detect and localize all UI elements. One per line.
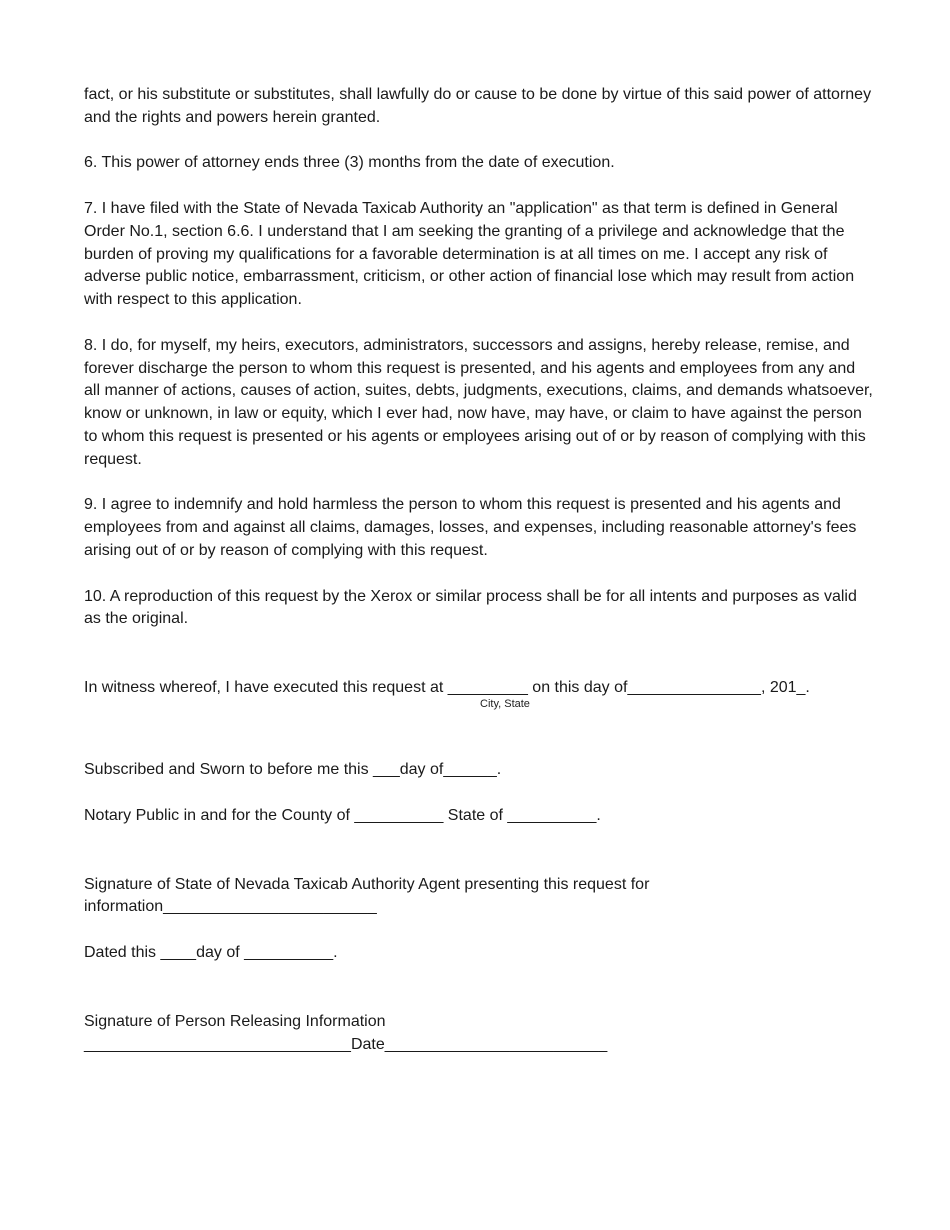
document-page: [84, 84, 874, 1056]
releasing-signature-label: Signature of Person Releasing Information: [84, 1012, 386, 1030]
releasing-signature-field: ______________________________Date_________________________: [84, 1035, 608, 1053]
paragraph-9: 9. I agree to indemnify and hold harmless the person to whom this request is presented and his agents and employees from and against all claims, damages, losses, and expenses, including reasonable attorney's fees arising out of or by reason of complying with this request.: [84, 496, 857, 559]
paragraph-continuation: fact, or his substitute or substitutes, shall lawfully do or cause to be done by virtue of this said power of attorney and the rights and powers herein granted.: [84, 86, 872, 126]
paragraph-10: 10. A reproduction of this request by the Xerox or similar process shall be for all intents and purposes as valid as the original.: [84, 587, 857, 628]
agent-signature-label: Signature of State of Nevada Taxicab Authority Agent presenting this request for: [84, 875, 650, 893]
dated-line: Dated this ____day of __________.: [84, 943, 338, 961]
paragraph-7: 7. I have filed with the State of Nevada Taxicab Authority an "application" as that term is defined in General Order No.1, section 6.6. I understand that I am seeking the granting of a privilege and acknowledge that the burden of proving my qualifications for a favorable determination is at all times on me. I accept any risk of adverse public notice, embarrassment, criticism, or other action of financial lose which may result from action with respect to this application.: [84, 199, 855, 309]
witness-block: [84, 677, 874, 719]
agent-signature-field: information________________________: [84, 898, 377, 916]
city-state-label: City, State: [480, 698, 530, 711]
witness-line: In witness whereof, I have executed this request at _________ on this day of_______________, 201_.: [84, 679, 810, 697]
paragraph-8: 8. I do, for myself, my heirs, executors, administrators, successors and assigns, hereby release, remise, and forever discharge the person to whom this request is presented, and his agents and employees from any and all manner of actions, causes of action, suites, debts, judgments, executions, claims, and demands whatsoever, know or unknown, in law or equity, which I ever had, now have, may have, or claim to have against the person to whom this request is presented or his agents or employees arising out of or by reason of complying with this request.: [84, 336, 873, 468]
notary-line: Notary Public in and for the County of __________ State of __________.: [84, 806, 601, 824]
paragraph-6: 6. This power of attorney ends three (3) months from the date of execution.: [84, 154, 615, 172]
subscribed-line: Subscribed and Sworn to before me this ___day of______.: [84, 761, 502, 779]
